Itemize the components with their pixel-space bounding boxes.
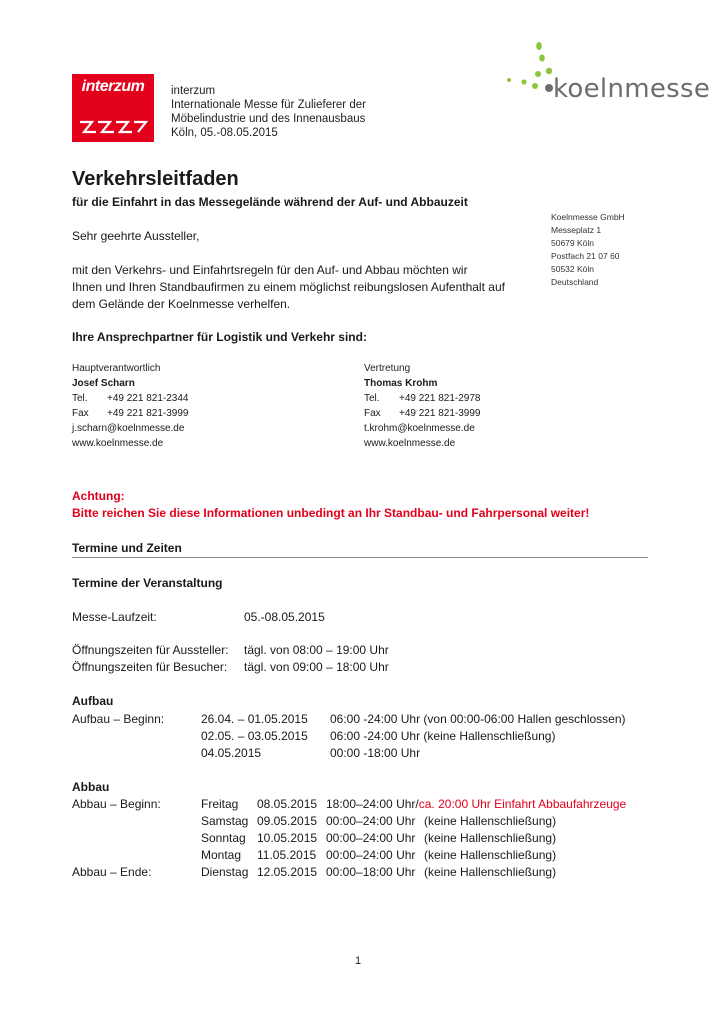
address-line: Deutschland [551, 277, 599, 287]
abbau-time: 00:00–24:00 Uhr [326, 814, 416, 828]
abbau-time: 00:00–24:00 Uhr [326, 848, 416, 862]
contact-fax: +49 221 821-3999 [107, 408, 189, 419]
abbau-date: 12.05.2015 [257, 865, 318, 879]
contact-role: Hauptverantwortlich [72, 363, 161, 374]
fax-label: Fax [72, 408, 89, 419]
intro-line: Ihnen und Ihren Standbaufirmen zu einem möglichst reibungslosen Aufenthalt auf [72, 280, 505, 294]
aufbau-date: 02.05. – 03.05.2015 [201, 729, 308, 743]
aufbau-time: 06:00 -24:00 Uhr (von 00:00-06:00 Hallen geschlossen) [330, 712, 626, 726]
contact-name: Josef Scharn [72, 378, 135, 389]
abbau-note: (keine Hallenschließung) [424, 865, 557, 879]
tel-label: Tel. [72, 393, 88, 404]
address-line: Messeplatz 1 [551, 225, 602, 235]
tel-label: Tel. [364, 393, 380, 404]
aufbau-time: 06:00 -24:00 Uhr (keine Hallenschließung) [330, 729, 556, 743]
event-desc-2: Möbelindustrie und des Innenausbaus [171, 113, 366, 125]
interzum-logo [72, 74, 154, 142]
abbau-date: 08.05.2015 [257, 797, 318, 811]
exhibitor-hours-value: tägl. von 08:00 – 19:00 Uhr [244, 643, 389, 657]
section-heading: Termine und Zeiten [72, 541, 182, 555]
event-place-date: Köln, 05.-08.05.2015 [171, 127, 278, 139]
section-divider [72, 557, 648, 558]
runtime-label: Messe-Laufzeit: [72, 610, 157, 624]
koelnmesse-logo-dots-icon [505, 40, 555, 110]
warning-label: Achtung: [72, 489, 125, 503]
greeting: Sehr geehrte Aussteller, [72, 229, 200, 243]
abbau-begin-label: Abbau – Beginn: [72, 797, 161, 811]
contacts-heading: Ihre Ansprechpartner für Logistik und Verkehr sind: [72, 330, 367, 344]
event-name: interzum [171, 85, 216, 97]
abbau-day: Samstag [201, 814, 249, 828]
contact-role: Vertretung [364, 363, 411, 374]
abbau-day: Freitag [201, 797, 239, 811]
warning-text: Bitte reichen Sie diese Informationen unbedingt an Ihr Standbau- und Fahrpersonal weiter! [72, 506, 590, 520]
aufbau-date: 04.05.2015 [201, 746, 262, 760]
page-number: 1 [355, 955, 362, 967]
event-desc-1: Internationale Messe für Zulieferer der [171, 99, 366, 111]
address-line: Postfach 21 07 60 [551, 251, 620, 261]
contact-tel: +49 221 821-2344 [107, 393, 189, 404]
aufbau-date: 26.04. – 01.05.2015 [201, 712, 308, 726]
abbau-day: Sonntag [201, 831, 246, 845]
contact-tel: +49 221 821-2978 [399, 393, 481, 404]
abbau-day: Dienstag [201, 865, 249, 879]
abbau-day: Montag [201, 848, 242, 862]
sender-address [551, 211, 625, 289]
address-line: 50679 Köln [551, 238, 595, 248]
address-line: Koelnmesse GmbH [551, 212, 625, 222]
koelnmesse-logo-text: koelnmesse [553, 74, 711, 104]
aufbau-time: 00:00 -18:00 Uhr [330, 746, 421, 760]
abbau-date: 10.05.2015 [257, 831, 318, 845]
abbau-time: 00:00–18:00 Uhr [326, 865, 416, 879]
abbau-end-label: Abbau – Ende: [72, 865, 152, 879]
document-title: Verkehrsleitfaden [72, 168, 239, 190]
contact-primary [72, 361, 188, 451]
abbau-heading: Abbau [72, 780, 110, 794]
event-dates-heading: Termine der Veranstaltung [72, 576, 223, 590]
visitor-hours-label: Öffnungszeiten für Besucher: [72, 660, 228, 674]
fax-label: Fax [364, 408, 381, 419]
koelnmesse-logo [505, 40, 711, 110]
contact-deputy [364, 361, 480, 451]
abbau-note: (keine Hallenschließung) [424, 848, 557, 862]
event-info [171, 84, 366, 140]
abbau-time: 18:00–24:00 Uhr/ [326, 797, 419, 811]
abbau-time: 00:00–24:00 Uhr [326, 831, 416, 845]
document-subtitle: für die Einfahrt in das Messegelände während der Auf- und Abbauzeit [72, 195, 468, 209]
interzum-logo-symbol [78, 120, 148, 134]
interzum-logo-text: interzum [81, 78, 145, 95]
warning-notice [72, 488, 589, 522]
intro-paragraph [72, 262, 522, 313]
address-line: 50532 Köln [551, 264, 595, 274]
abbau-note: ca. 20:00 Uhr Einfahrt Abbaufahrzeuge [418, 797, 627, 811]
abbau-note: (keine Hallenschließung) [424, 831, 557, 845]
intro-line: mit den Verkehrs- und Einfahrtsregeln für den Auf- und Abbau möchten wir [72, 263, 468, 277]
intro-line: dem Gelände der Koelnmesse verhelfen. [72, 297, 291, 311]
aufbau-label: Aufbau – Beginn: [72, 712, 165, 726]
abbau-date: 11.05.2015 [257, 848, 317, 862]
abbau-row-1 [326, 797, 626, 811]
contact-fax: +49 221 821-3999 [399, 408, 481, 419]
contact-email-link[interactable]: t.krohm@koelnmesse.de [364, 423, 475, 434]
contact-name: Thomas Krohm [364, 378, 438, 389]
contact-web-link[interactable]: www.koelnmesse.de [72, 438, 164, 449]
visitor-hours-value: tägl. von 09:00 – 18:00 Uhr [244, 660, 389, 674]
contact-web-link[interactable]: www.koelnmesse.de [364, 438, 456, 449]
abbau-note: (keine Hallenschließung) [424, 814, 557, 828]
exhibitor-hours-label: Öffnungszeiten für Aussteller: [72, 643, 229, 657]
abbau-date: 09.05.2015 [257, 814, 318, 828]
aufbau-heading: Aufbau [72, 694, 114, 708]
runtime-value: 05.-08.05.2015 [244, 610, 325, 624]
contact-email-link[interactable]: j.scharn@koelnmesse.de [72, 423, 185, 434]
